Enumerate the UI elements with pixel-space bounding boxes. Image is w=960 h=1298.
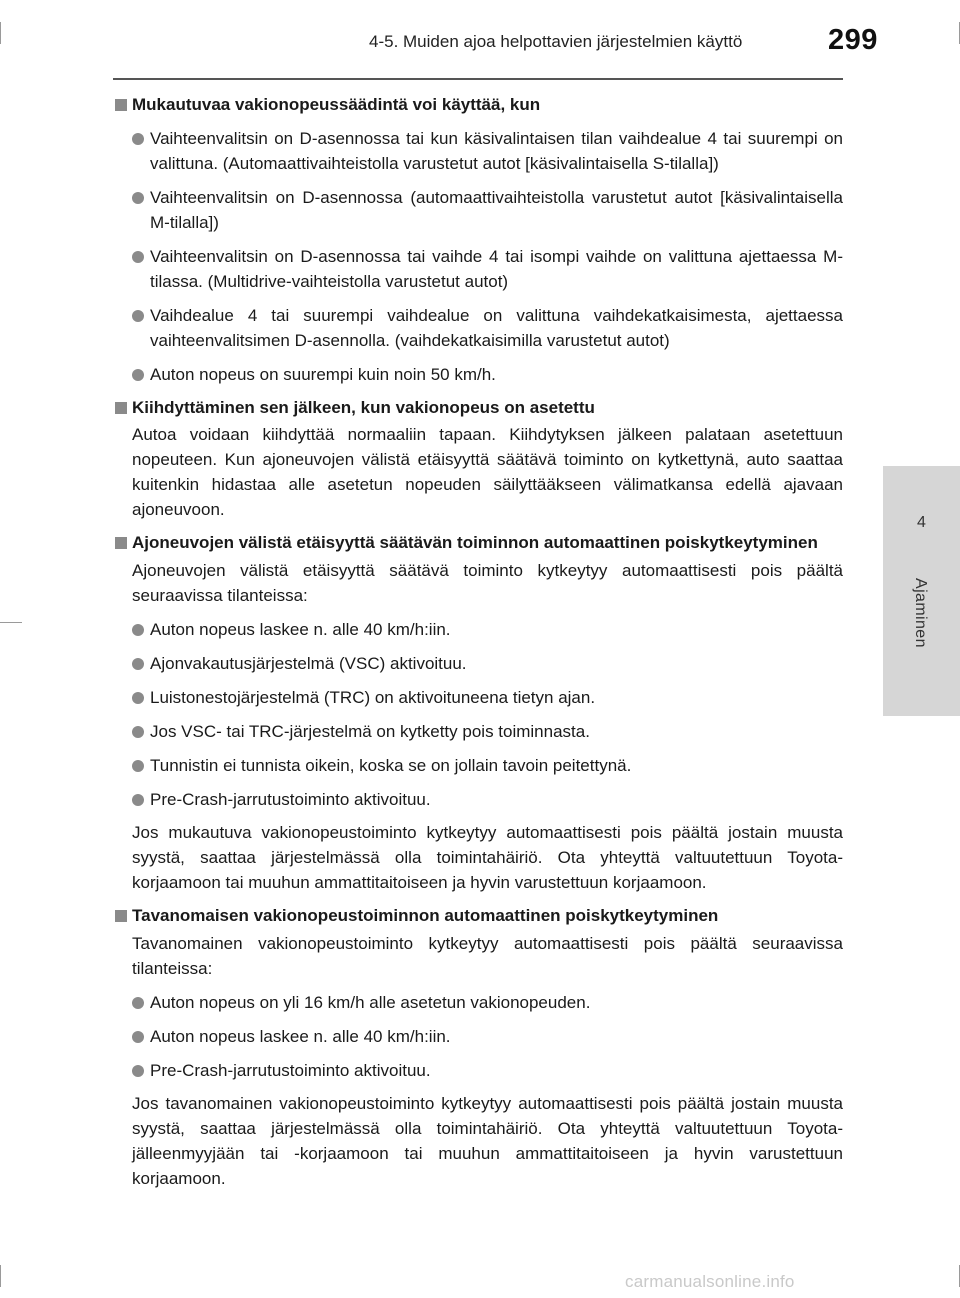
list-item-text: Luistonestojärjestelmä (TRC) on aktivoituneena tietyn ajan.	[150, 688, 596, 707]
list-item-text: Auton nopeus laskee n. alle 40 km/h:iin.	[150, 1027, 451, 1046]
list-item	[113, 126, 843, 176]
section-heading	[113, 903, 843, 928]
page-header	[0, 22, 960, 62]
paragraph: Autoa voidaan kiihdyttää normaaliin tapaan. Kiihdytyksen jälkeen palataan asetettuun nopeuteen. Kun ajoneuvojen välistä etäisyyttä säätävä toiminto on kytkettynä, auto saattaa kuitenkin hidastaa alle asetetun nopeuden säilyttääkseen välimatkansa edellä ajavaan ajoneuvoon.	[132, 425, 843, 519]
list-item	[113, 303, 843, 353]
square-bullet-icon	[115, 537, 127, 549]
list-item	[113, 185, 843, 235]
section-heading	[113, 92, 843, 117]
list-item-text: Vaihdealue 4 tai suurempi vaihdealue on valittuna vaihdekatkaisimesta, ajettaessa vaihteenvalitsimen D-asennolla. (vaihdekatkaisimilla varustetut autot)	[150, 306, 843, 350]
circle-bullet-icon	[132, 192, 144, 204]
circle-bullet-icon	[132, 624, 144, 636]
circle-bullet-icon	[132, 310, 144, 322]
section-heading	[113, 530, 843, 555]
heading-text: Mukautuvaa vakionopeussäädintä voi käyttää, kun	[132, 95, 541, 114]
circle-bullet-icon	[132, 692, 144, 704]
list-item	[113, 753, 843, 778]
square-bullet-icon	[115, 99, 127, 111]
list-item-text: Tunnistin ei tunnista oikein, koska se on jollain tavoin peitettynä.	[150, 756, 632, 775]
list-item	[113, 685, 843, 710]
header-divider	[113, 78, 843, 80]
section-title: 4-5. Muiden ajoa helpottavien järjestelmien käyttö	[369, 32, 743, 51]
list-item	[113, 787, 843, 812]
list-item	[113, 651, 843, 676]
list-item	[113, 1058, 843, 1083]
circle-bullet-icon	[132, 794, 144, 806]
list-item-text: Jos VSC- tai TRC-järjestelmä on kytketty pois toiminnasta.	[150, 722, 590, 741]
circle-bullet-icon	[132, 251, 144, 263]
list-item	[113, 617, 843, 642]
watermark-text: carmanualsonline.info	[625, 1272, 795, 1291]
heading-text: Ajoneuvojen välistä etäisyyttä säätävän toiminnon automaattinen poiskytkeytyminen	[132, 533, 818, 552]
section-heading	[113, 395, 843, 420]
circle-bullet-icon	[132, 1065, 144, 1077]
heading-text: Tavanomaisen vakionopeustoiminnon automaattinen poiskytkeytyminen	[132, 906, 719, 925]
list-item-text: Auton nopeus on yli 16 km/h alle asetetun vakionopeuden.	[150, 993, 591, 1012]
circle-bullet-icon	[132, 997, 144, 1009]
paragraph: Jos tavanomainen vakionopeustoiminto kytkeytyy automaattisesti pois päältä jostain muusta syystä, saattaa järjestelmässä olla toimintahäiriö. Ota yhteyttä valtuutettuun Toyota-jälleenmyyjään tai -korjaamoon tai muuhun ammattitaitoiseen ja hyvin varustettuun korjaamoon.	[132, 1094, 843, 1188]
page-number: 299	[828, 24, 878, 56]
list-item	[113, 362, 843, 387]
chapter-label: Ajaminen	[912, 578, 929, 648]
crop-mark	[0, 622, 22, 623]
page-content	[113, 90, 843, 1191]
list-item	[113, 244, 843, 294]
square-bullet-icon	[115, 910, 127, 922]
list-item-text: Ajonvakautusjärjestelmä (VSC) aktivoituu.	[150, 654, 467, 673]
paragraph: Jos mukautuva vakionopeustoiminto kytkeytyy automaattisesti pois päältä jostain muusta syystä, saattaa järjestelmässä olla toimintahäiriö. Ota yhteyttä valtuutettuun Toyota-korjaamoon tai muuhun ammattitaitoiseen ja hyvin varustettuun korjaamoon.	[132, 823, 843, 892]
list-item-text: Pre-Crash-jarrutustoiminto aktivoituu.	[150, 790, 431, 809]
list-item-text: Vaihteenvalitsin on D-asennossa tai kun käsivalintaisen tilan vaihdealue 4 tai suurempi on valittuna. (Automaattivaihteistolla varustetut autot [käsivalintaisella S-tilalla])	[150, 129, 843, 173]
paragraph: Tavanomainen vakionopeustoiminto kytkeytyy automaattisesti pois päältä seuraavissa tilanteissa:	[132, 934, 843, 978]
circle-bullet-icon	[132, 1031, 144, 1043]
list-item-text: Auton nopeus laskee n. alle 40 km/h:iin.	[150, 620, 451, 639]
circle-bullet-icon	[132, 726, 144, 738]
circle-bullet-icon	[132, 133, 144, 145]
circle-bullet-icon	[132, 760, 144, 772]
circle-bullet-icon	[132, 369, 144, 381]
list-item-text: Vaihteenvalitsin on D-asennossa tai vaihde 4 tai isompi vaihde on valittuna ajettaessa M-tilassa. (Multidrive-vaihteistolla varustetut autot)	[150, 247, 843, 291]
heading-text: Kiihdyttäminen sen jälkeen, kun vakionopeus on asetettu	[132, 398, 595, 417]
list-item	[113, 719, 843, 744]
list-item-text: Auton nopeus on suurempi kuin noin 50 km/h.	[150, 365, 496, 384]
square-bullet-icon	[115, 402, 127, 414]
chapter-tab	[883, 466, 960, 716]
paragraph: Ajoneuvojen välistä etäisyyttä säätävä toiminto kytkeytyy automaattisesti pois päältä seuraavissa tilanteissa:	[132, 561, 843, 605]
list-item	[113, 990, 843, 1015]
chapter-number: 4	[917, 514, 926, 531]
list-item-text: Vaihteenvalitsin on D-asennossa (automaattivaihteistolla varustetut autot [käsivalintaisella M-tilalla])	[150, 188, 843, 232]
list-item	[113, 1024, 843, 1049]
crop-mark	[0, 1265, 1, 1287]
list-item-text: Pre-Crash-jarrutustoiminto aktivoituu.	[150, 1061, 431, 1080]
circle-bullet-icon	[132, 658, 144, 670]
